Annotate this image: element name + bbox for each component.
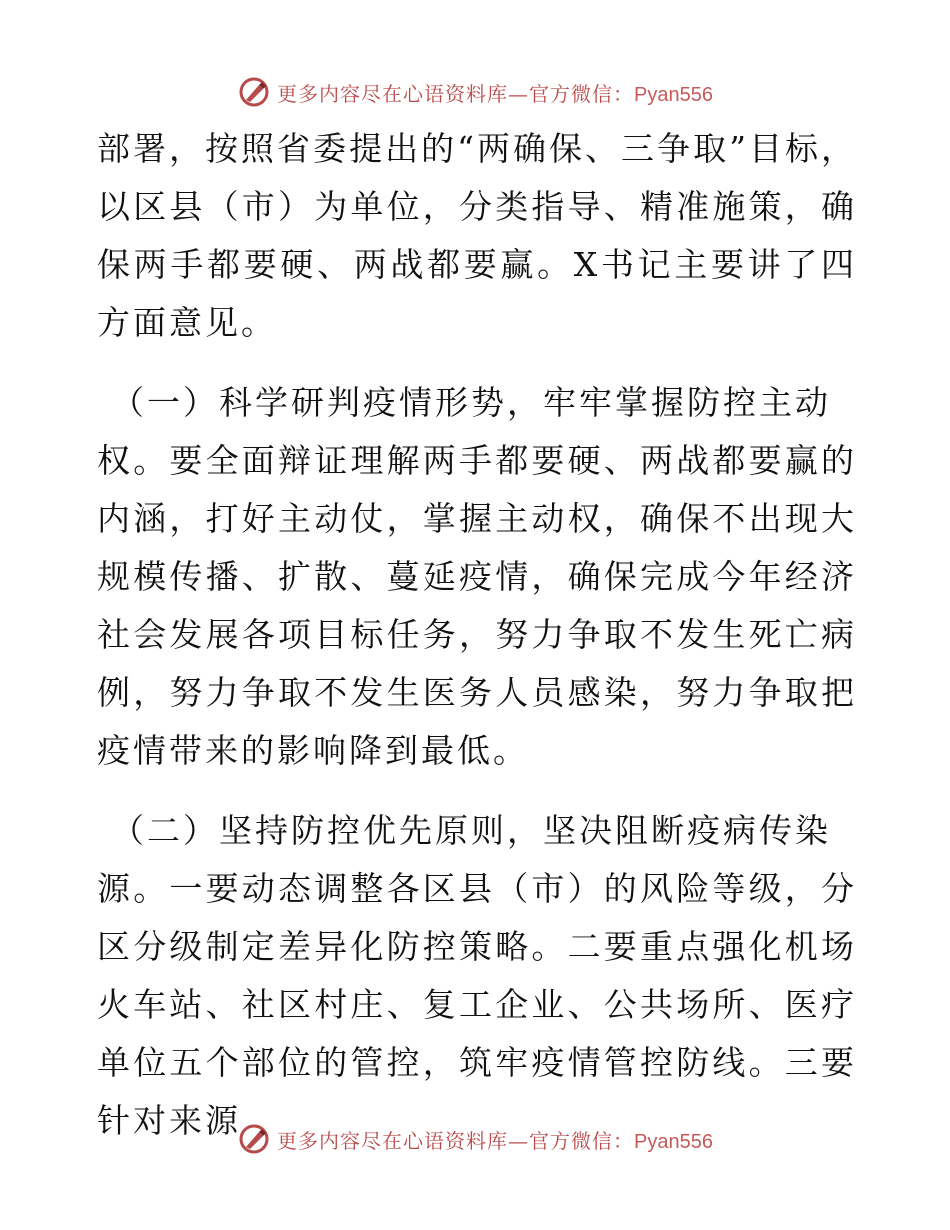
paragraph-text: 部署，按照省委提出的“两确保、三争取”目标，以区县（市）为单位，分类指导、精准施策，确保两手都要硬、两战都要赢。X书记主要讲了四方面意见。	[97, 129, 857, 342]
pen-nib-logo-icon	[237, 1122, 271, 1156]
banner-text: 更多内容尽在心语资料库—官方微信：Pyan556	[277, 81, 713, 106]
footer-banner	[0, 1117, 950, 1161]
paragraph-intro	[97, 120, 857, 352]
section-heading: （一）科学研判疫情形势，牢牢掌握防控主动	[111, 383, 831, 422]
paragraph-text: 权。要全面辩证理解两手都要硬、两战都要赢的内涵，打好主动仗，掌握主动权，确保不出现大规模传播、扩散、蔓延疫情，确保完成今年经济社会发展各项目标任务，努力争取不发生死亡病例，努力争取不发生医务人员感染，努力争取把疫情带来的影响降到最低。	[97, 441, 857, 770]
section-heading: （二）坚持防控优先原则，坚决阻断疫病传染	[111, 811, 831, 850]
pen-nib-logo-icon	[237, 75, 271, 109]
document-body	[97, 120, 857, 1150]
banner-text: 更多内容尽在心语资料库—官方微信：Pyan556	[277, 1128, 713, 1153]
header-banner	[0, 70, 950, 114]
paragraph-text: 源。一要动态调整各区县（市）的风险等级，分区分级制定差异化防控策略。二要重点强化机场火车站、社区村庄、复工企业、公共场所、医疗单位五个部位的管控，筑牢疫情管控防线。三要针对来源	[97, 869, 857, 1140]
wechat-handle: Pyan556	[634, 1130, 713, 1153]
wechat-handle: Pyan556	[634, 83, 713, 106]
paragraph-section-1	[97, 374, 857, 780]
paragraph-section-2	[97, 802, 857, 1150]
